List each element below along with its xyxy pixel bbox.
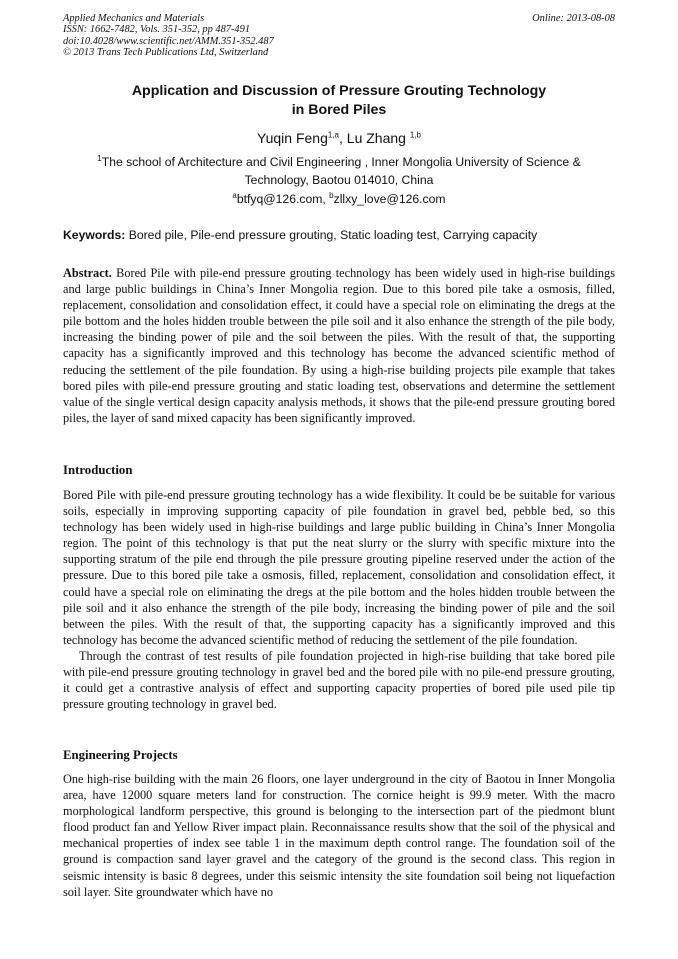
paragraph: Through the contrast of test results of pile foundation projected in high-rise building that take bored pile with pile-end pressure grouting technology in gravel bed and the bored pile with no pile-end pressure grouting, it could get a contrastive analysis of effect and supporting capacity properties of bored pile used pile tip pressure grouting technology in gravel bed. <box>63 648 615 712</box>
email-link[interactable]: btfyq@126.com, <box>236 192 330 206</box>
affil-line-1: The school of Architecture and Civil Engineering , Inner Mongolia University of Science & <box>101 155 581 169</box>
title-line-1: Application and Discussion of Pressure Grouting Technology <box>131 83 547 99</box>
issn-line: ISSN: 1662-7482, Vols. 351-352, pp 487-491 <box>63 24 251 36</box>
author-list <box>63 130 615 146</box>
author-affil-mark: 1,b <box>409 130 421 140</box>
keywords <box>63 228 615 242</box>
author-name: Lu Zhang <box>346 130 410 146</box>
section-heading-engineering-projects: Engineering Projects <box>63 748 178 762</box>
email-mark: b <box>329 190 334 200</box>
author-emails <box>63 192 615 206</box>
abstract-label: Abstract. <box>63 266 112 280</box>
email-link[interactable]: zllxy_love@126.com <box>333 192 446 206</box>
affil-mark: 1 <box>97 153 102 163</box>
paper-title <box>63 82 615 120</box>
online-date: Online: 2013-08-08 <box>532 13 615 24</box>
introduction-body <box>63 487 615 712</box>
keywords-text: Bored pile, Pile-end pressure grouting, Static loading test, Carrying capacity <box>125 228 538 242</box>
title-line-2: in Bored Piles <box>291 102 387 118</box>
author-affil-mark: 1,a <box>327 130 339 140</box>
paragraph: One high-rise building with the main 26 floors, one layer underground in the city of Baotou in Inner Mongolia area, have 12000 square meters land for construction. The cornice height is 99.9 meter. With the macro morphological landform perspective, this ground is belonging to the intersection part of the piedmont blunt flood product fan and Yellow River impact plain. Reconnaissance results show that the soil of the physical and mechanical properties of index see table 1 in the maximum depth control range. The foundation soil of the ground is compaction sand layer gravel and the category of the ground is the second class. This region in seismic intensity is basic 8 degrees, under this seismic intensity the site foundation soil being not liquefaction soil layer. Site groundwater which have no <box>63 772 615 899</box>
email-mark: a <box>232 190 237 200</box>
journal-header <box>63 13 615 59</box>
journal-name: Applied Mechanics and Materials <box>63 13 205 24</box>
author-name: Yuqin Feng <box>257 130 328 146</box>
abstract <box>63 265 615 426</box>
abstract-text: Bored Pile with pile-end pressure grouting technology has been widely used in high-rise buildings and large public buildings in China’s Inner Mongolia region. Due to this bored pile take a osmosis, filled, replacement, consolidation and consolidation effect, it could have a special role on eliminating the dregs at the pile bottom and the holes hidden trouble between the pile soil and it also enhance the strength of the pile body, increasing the binding power of pile and the soil between the piles. With the result of that, the supporting capacity has a significantly improved and this technology has become the advanced scientific method of reducing the settlement of the pile foundation. By using a high-rise building projects pile example that takes bored piles with pile-end pressure grouting and static loading test, observations and determine the settlement value of the single vertical design capacity analysis methods, it shows that the pile-end pressure grouting bored piles, the layer of sand mixed capacity has been significantly improved. <box>63 266 615 425</box>
doi-line: doi:10.4028/www.scientific.net/AMM.351-352.487 <box>63 35 274 47</box>
author-separator: , <box>339 130 347 146</box>
affil-line-2: Technology, Baotou 014010, China <box>244 172 434 187</box>
keywords-label: Keywords: <box>63 228 126 242</box>
affiliation <box>63 154 615 189</box>
paragraph: Bored Pile with pile-end pressure grouting technology has a wide flexibility. It could be be suitable for various soils, especially in improving supporting capacity of pile foundation in gravel bed, pebble bed, so this technology has been widely used in high-rise buildings and large public building in China’s Inner Mongolia region. The point of this technology is that put the neat slurry or the slurry with specific mixture into the supporting stratum of the pile end through the pile pressure grouting pipeline reserved under the action of the pressure. Due to this bored pile take a osmosis, filled, replacement, consolidation and consolidation effect, it could have a special role on eliminating the dregs at the pile bottom and the holes hidden trouble between the pile soil and it also enhance the strength of the pile body, increasing the binding power of pile and the soil between the piles. With the result of that, the supporting capacity has a significantly improved and this technology has become the advanced scientific method of reducing the settlement of the pile foundation. <box>63 488 615 647</box>
copyright-line: © 2013 Trans Tech Publications Ltd, Switzerland <box>63 47 269 59</box>
engineering-body <box>63 771 615 900</box>
section-heading-introduction: Introduction <box>63 463 133 477</box>
